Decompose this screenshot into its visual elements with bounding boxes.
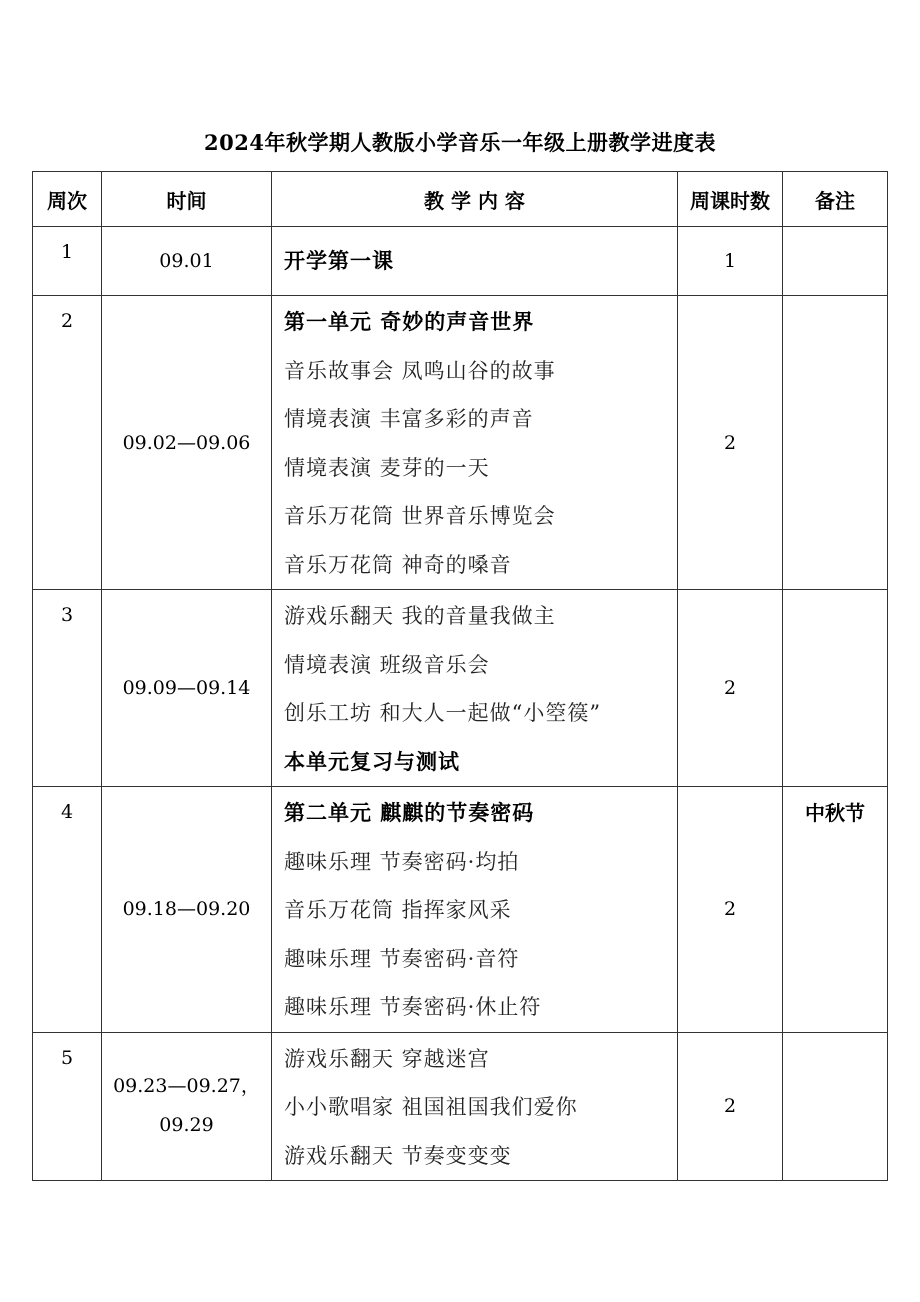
- time-cell: [102, 1032, 272, 1181]
- week-cell: 5: [33, 1032, 102, 1181]
- table-row: [33, 227, 888, 296]
- content-line: 小小歌唱家 祖国祖国我们爱你: [284, 1095, 578, 1119]
- content-line: 趣味乐理 节奏密码·音符: [284, 946, 520, 971]
- content-line: 情境表演 丰富多彩的声音: [284, 407, 534, 431]
- hours-cell: 2: [678, 296, 783, 590]
- table-row: [33, 296, 888, 590]
- hours-cell: 2: [678, 787, 783, 1033]
- header-content: 教 学 内 容: [272, 172, 678, 227]
- header-week: 周次: [33, 172, 102, 227]
- content-line: 第一单元 奇妙的声音世界: [284, 309, 535, 334]
- time-cell: 09.02—09.06: [102, 296, 272, 590]
- week-cell: 4: [33, 787, 102, 1033]
- week-cell: 3: [33, 590, 102, 787]
- table-header-row: [33, 172, 888, 227]
- header-hours: 周课时数: [678, 172, 783, 227]
- content-line: 游戏乐翻天 我的音量我做主: [284, 604, 556, 628]
- page-title: 2024年秋学期人教版小学音乐一年级上册教学进度表: [204, 130, 716, 155]
- time-line: 09.29: [159, 1114, 214, 1137]
- content-line: 情境表演 麦芽的一天: [284, 455, 490, 480]
- time-line: 09.23—09.27，: [113, 1075, 260, 1098]
- hours-cell: 2: [678, 590, 783, 787]
- note-cell: [783, 296, 888, 590]
- hours-cell: 1: [678, 227, 783, 296]
- week-cell: 1: [33, 227, 102, 296]
- content-cell: [272, 590, 678, 787]
- content-line: 音乐万花筒 指挥家风采: [284, 898, 512, 922]
- note-cell: [783, 1032, 888, 1181]
- content-line: 开学第一课: [284, 247, 394, 273]
- table-row: [33, 1032, 888, 1181]
- content-line: 第二单元 麒麒的节奏密码: [284, 800, 535, 825]
- table-row: [33, 787, 888, 1033]
- hours-cell: 2: [678, 1032, 783, 1181]
- schedule-table: [32, 171, 888, 1181]
- content-cell: [272, 787, 678, 1033]
- time-cell: 09.18—09.20: [102, 787, 272, 1033]
- week-cell: 2: [33, 296, 102, 590]
- content-line: 音乐万花筒 神奇的嗓音: [284, 552, 512, 577]
- note-cell: 中秋节: [783, 787, 888, 1033]
- note-cell: [783, 227, 888, 296]
- note-cell: [783, 590, 888, 787]
- content-line: 音乐故事会 凤鸣山谷的故事: [284, 358, 556, 383]
- time-cell: 09.01: [102, 227, 272, 296]
- content-line: 创乐工坊 和大人一起做“小箜篌”: [284, 701, 602, 725]
- content-cell: [272, 296, 678, 590]
- content-line: 本单元复习与测试: [284, 748, 460, 774]
- content-line: 趣味乐理 节奏密码·休止符: [284, 995, 542, 1019]
- content-line: 情境表演 班级音乐会: [284, 652, 490, 677]
- content-line: 游戏乐翻天 节奏变变变: [284, 1143, 512, 1168]
- content-cell: [272, 227, 678, 296]
- content-cell: [272, 1032, 678, 1181]
- header-time: 时间: [102, 172, 272, 227]
- header-note: 备注: [783, 172, 888, 227]
- content-line: 音乐万花筒 世界音乐博览会: [284, 504, 556, 528]
- content-line: 趣味乐理 节奏密码·均拍: [284, 849, 520, 874]
- table-row: [33, 590, 888, 787]
- content-line: 游戏乐翻天 穿越迷宫: [284, 1046, 490, 1071]
- time-cell: 09.09—09.14: [102, 590, 272, 787]
